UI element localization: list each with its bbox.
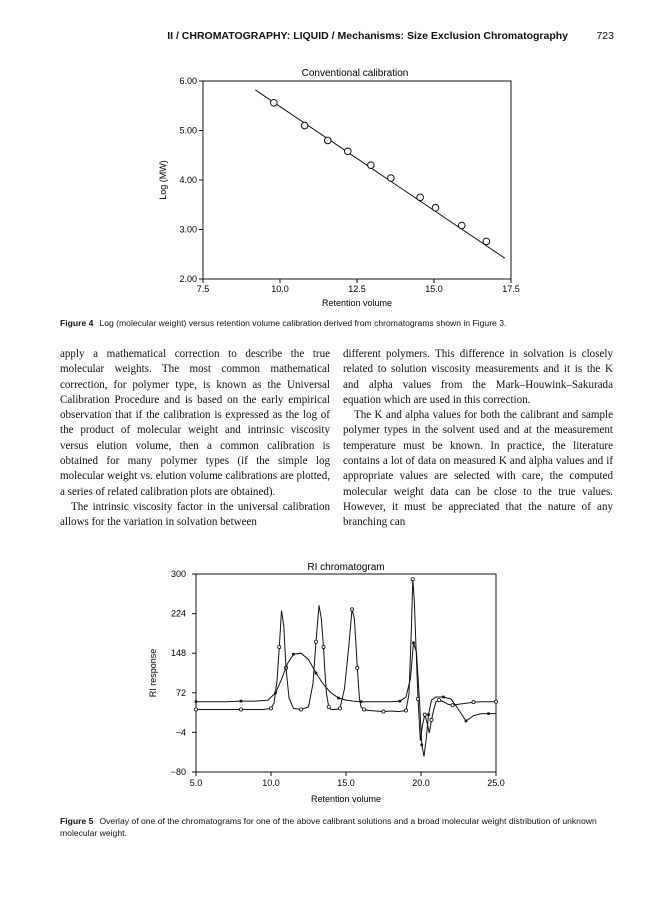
- fig5-data-point: [195, 700, 198, 703]
- fig4-fit-line: [255, 90, 504, 258]
- fig5-ytick-label: 224: [170, 608, 186, 619]
- fig5-data-point: [427, 713, 430, 716]
- fig4-data-point: [458, 222, 465, 229]
- paragraph: different polymers. This difference in solvation is closely related to solution viscosity measurements and it is the K and alpha values from the Mark–Houwink–Sakurada equation which are used in this correction.: [343, 348, 613, 406]
- fig4-data-point: [301, 122, 308, 129]
- fig4-data-point: [271, 99, 278, 106]
- fig5-xtick-label: 5.0: [189, 778, 203, 788]
- fig5-data-point: [472, 701, 475, 704]
- fig4-data-point: [432, 204, 439, 211]
- fig4-xtick-label: 12.5: [348, 284, 366, 294]
- fig5-data-point: [274, 692, 277, 695]
- fig5-data-point: [240, 700, 243, 703]
- fig5-xtick-label: 20.0: [412, 778, 430, 788]
- fig5-data-point: [487, 712, 490, 715]
- fig5-data-point: [451, 704, 454, 707]
- fig5-data-point: [411, 578, 414, 581]
- figure-5-caption: [60, 815, 616, 839]
- fig4-ytick-label: 4.00: [179, 175, 197, 185]
- fig4-title: Conventional calibration: [301, 68, 409, 79]
- fig5-ytick-label: −4: [175, 727, 186, 738]
- fig4-data-point: [388, 175, 395, 182]
- fig5-xlabel: Retention volume: [310, 794, 382, 804]
- figure-4-chart: [0, 0, 668, 320]
- fig5-data-point: [465, 720, 468, 723]
- fig4-xtick-label: 7.5: [196, 284, 210, 294]
- fig5-data-point: [399, 700, 402, 703]
- fig5-data-point: [362, 708, 365, 711]
- fig5-title: RI chromatogram: [307, 562, 385, 573]
- fig5-data-point: [314, 640, 317, 643]
- fig5-data-point: [356, 666, 359, 669]
- body-column-left: [60, 347, 330, 531]
- fig5-data-point: [194, 708, 197, 711]
- fig4-ytick-label: 3.00: [179, 224, 197, 235]
- fig5-data-point: [423, 713, 426, 716]
- fig5-data-point: [494, 700, 497, 703]
- fig5-xtick-label: 15.0: [337, 778, 355, 788]
- running-header-title: II / CHROMATOGRAPHY: LIQUID / Mechanisms: Size Exclusion Chromatography: [167, 30, 568, 42]
- fig5-series-line-calibrant: [196, 579, 496, 741]
- paragraph: The K and alpha values for both the calibrant and sample polymer types in the solvent used and at the measurement temperature must be known. In practice, the literature contains a lot of data on measured K and alpha values and if appropriate values are selected with care, the computed molecular weight data can be close to the true values. However, it must be appreciated that the nature of any branching can: [343, 409, 613, 529]
- body-column-right: [343, 347, 613, 531]
- figure-4-caption-text: Log (molecular weight) versus retention volume calibration derived from chromatograms shown in Figure 3.: [99, 318, 507, 328]
- fig5-ylabel: RI response: [148, 648, 158, 698]
- fig5-data-point: [442, 696, 445, 699]
- fig5-data-point: [278, 645, 281, 648]
- fig4-ytick-label: 5.00: [179, 125, 197, 136]
- fig4-xtick-label: 15.0: [425, 284, 443, 294]
- fig5-data-point: [337, 697, 340, 700]
- fig4-data-point: [344, 148, 351, 155]
- fig5-data-point: [322, 645, 325, 648]
- paragraph: apply a mathematical correction to describe the true molecular weights. The most common mathematical correction, for polymer type, is known as the Universal Calibration Procedure and is based on the early empirical observation that if the calibration is expressed as the log of the product of molecular weight and intrinsic viscosity versus elution volume, then a common calibration is obtained for many polymer types (if the simple log molecular weight vs. elution volume calibrations are plotted, a series of related calibration plots are obtained).: [60, 348, 330, 498]
- fig5-ytick-label: 300: [170, 569, 186, 579]
- fig5-data-point: [315, 672, 318, 675]
- paragraph: The intrinsic viscosity factor in the universal calibration allows for the variation in solvation between: [60, 500, 330, 529]
- fig5-data-point: [430, 718, 433, 721]
- figure-4-label: Figure 4: [60, 318, 94, 328]
- fig5-data-point: [292, 653, 295, 656]
- fig4-ylabel: Log (MW): [158, 160, 168, 200]
- page-number: 723: [596, 30, 614, 42]
- fig4-xtick-label: 10.0: [271, 284, 289, 294]
- figure-5-chart: [0, 550, 668, 820]
- fig4-plot-frame: [203, 81, 511, 279]
- fig5-data-point: [420, 744, 423, 747]
- fig5-data-point: [338, 707, 341, 710]
- fig5-xtick-label: 10.0: [262, 778, 280, 788]
- fig5-data-point: [350, 608, 353, 611]
- fig5-data-point: [269, 707, 272, 710]
- fig5-ytick-label: 72: [175, 687, 186, 698]
- fig5-data-point: [412, 641, 415, 644]
- figure-5-label: Figure 5: [60, 816, 94, 826]
- fig4-data-point: [324, 137, 331, 144]
- fig5-ytick-label: −80: [170, 767, 186, 777]
- fig4-data-point: [417, 194, 424, 201]
- fig5-data-point: [437, 698, 440, 701]
- fig4-xtick-label: 17.5: [502, 284, 520, 294]
- figure-4-caption: [60, 317, 616, 329]
- figure-5-caption-text: Overlay of one of the chromatograms for one of the above calibrant solutions and a broad molecular weight distribution of unknown molecular weight.: [60, 816, 597, 838]
- fig4-data-point: [483, 238, 490, 245]
- fig5-data-point: [360, 700, 363, 703]
- fig4-ytick-label: 6.00: [179, 76, 197, 86]
- fig5-series-line-unknown: [196, 643, 496, 757]
- fig5-ytick-label: 148: [170, 648, 186, 659]
- fig5-data-point: [239, 708, 242, 711]
- fig4-data-point: [368, 162, 375, 169]
- fig5-data-point: [299, 708, 302, 711]
- fig5-data-point: [382, 710, 385, 713]
- fig5-data-point: [404, 709, 407, 712]
- fig5-xtick-label: 25.0: [487, 778, 505, 788]
- fig4-ytick-label: 2.00: [179, 274, 197, 284]
- fig4-xlabel: Retention volume: [321, 298, 393, 308]
- fig5-data-point: [327, 705, 330, 708]
